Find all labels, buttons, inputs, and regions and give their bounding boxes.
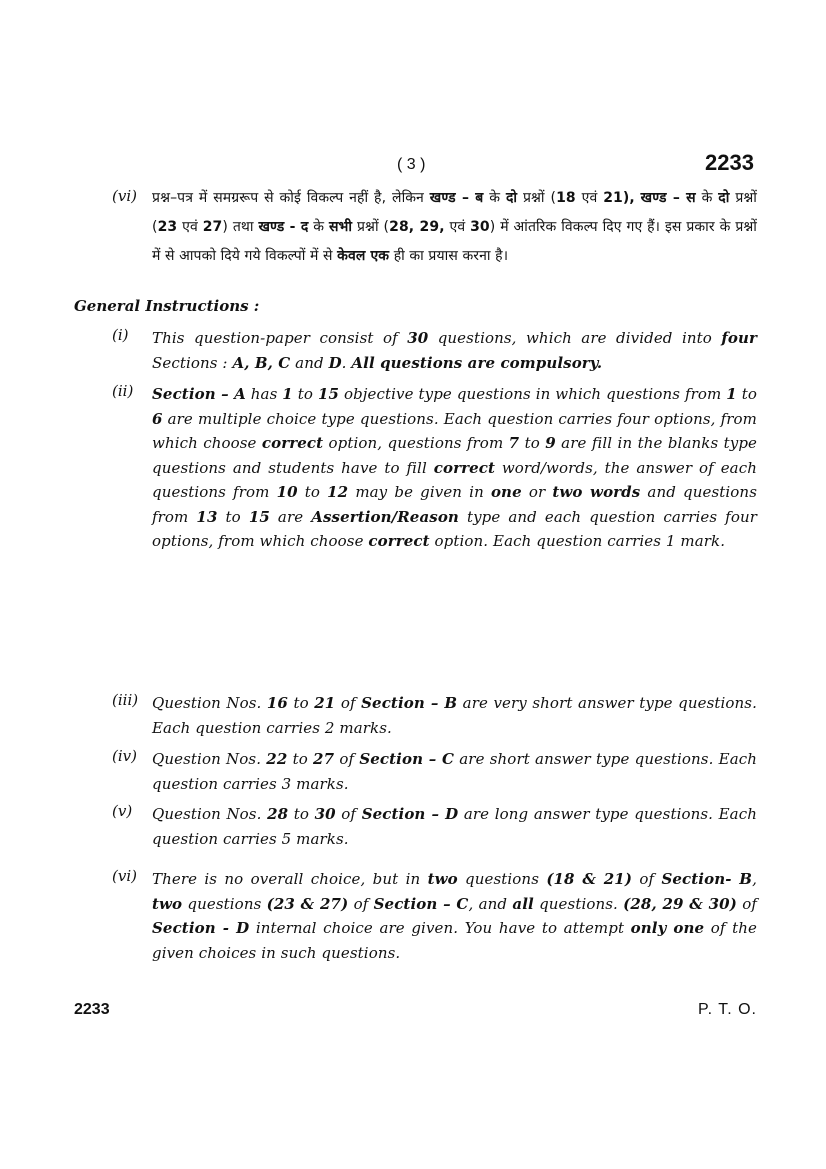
paper-code-header: 2233 [705, 150, 754, 175]
item-label: (vi) [112, 867, 137, 885]
item-label: (vi) [112, 187, 137, 205]
instruction-item-v [112, 802, 757, 851]
item-label: (v) [112, 802, 133, 820]
general-instructions-heading: General Instructions : [74, 297, 260, 315]
instruction-item-vi [112, 867, 757, 965]
item-label: (ii) [112, 382, 134, 400]
instruction-text: There is no overall choice, but in two questions (18 & 21) of Section- B, two questions (23 & 27) of Section – C, and all questions. (28, 29 & 30) of Section - D internal choice are given. You have to attempt only one of the given choices in such questions. [152, 870, 757, 962]
instruction-item-ii [112, 382, 757, 554]
pto-label: P. T. O. [698, 1001, 757, 1018]
page-number: ( 3 ) [397, 156, 426, 173]
instruction-item-iii [112, 691, 757, 740]
instruction-text: Question Nos. 28 to 30 of Section – D are long answer type questions. Each question carries 5 marks. [152, 805, 757, 848]
instruction-text: Question Nos. 22 to 27 of Section – C are short answer type questions. Each question carries 3 marks. [152, 750, 758, 793]
instruction-text: Section – A has 1 to 15 objective type questions in which questions from 1 to 6 are multiple choice type questions. Each question carries four options, from which choose correct option, questions from 7 to 9 are fill in the blanks type questions and students have to fill correct word/words, the answer of each questions from 10 to 12 may be given in one or two words and questions from 13 to 15 are Assertion/Reason type and each question carries four options, from which choose correct option. Each question carries 1 mark. [152, 385, 758, 550]
item-label: (iv) [112, 747, 137, 765]
instruction-text: Question Nos. 16 to 21 of Section – B are very short answer type questions. Each question carries 2 marks. [152, 694, 757, 737]
item-label: (iii) [112, 691, 139, 709]
hindi-instruction-vi [112, 184, 757, 271]
instruction-item-iv [112, 747, 757, 796]
instruction-item-i [112, 326, 757, 375]
hindi-instruction-text: प्रश्न–पत्र में समग्ररूप से कोई विकल्प नहीं है, लेकिन खण्ड – ब के दो प्रश्नों (18 एवं 21), खण्ड – स के दो प्रश्नों (23 एवं 27) तथा खण्ड - द के सभी प्रश्नों (28, 29, एवं 30) में आंतरिक विकल्प दिए गए हैं। इस प्रकार के प्रश्नों में से आपको दिये गये विकल्पों में से केवल एक ही का प्रयास करना है। [152, 190, 758, 264]
instruction-text: This question-paper consist of 30 questions, which are divided into four Sections : A, B, C and D. All questions are compulsory. [152, 329, 757, 372]
paper-code-footer: 2233 [74, 1001, 110, 1018]
item-label: (i) [112, 326, 129, 344]
